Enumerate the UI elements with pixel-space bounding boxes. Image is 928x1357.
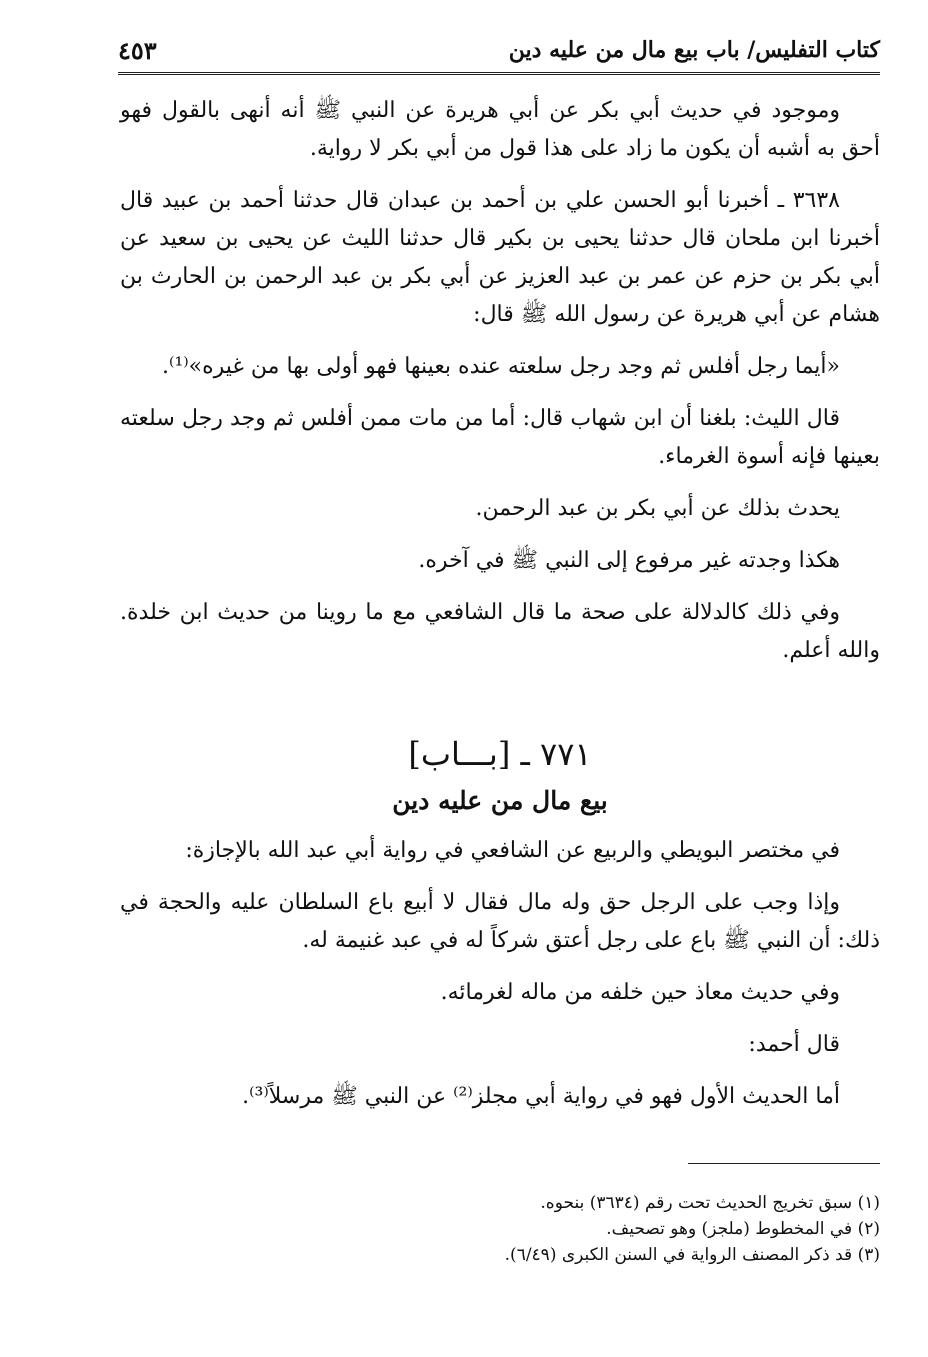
hadith-quote: «أيما رجل أفلس ثم وجد رجل سلعته عنده بعينها فهو أولى بها من غيره»⁽¹⁾. — [162, 354, 840, 379]
paragraph: يحدث بذلك عن أبي بكر بن عبد الرحمن. — [475, 496, 840, 521]
paragraph: قال أحمد: — [748, 1032, 840, 1057]
page-number: ٤٥٣ — [118, 35, 157, 65]
paragraph: هكذا وجدته غير مرفوع إلى النبي ﷺ في آخره. — [418, 548, 840, 573]
paragraph: وإذا وجب على الرجل حق وله مال فقال لا أبيع باع السلطان عليه والحجة في ذلك: أن النبي ﷺ باع على رجل أعتق شركاً له في عبد غنيمة له. — [120, 890, 880, 953]
paragraph: وفي حديث معاذ حين خلفه من ماله لغرمائه. — [440, 980, 840, 1005]
section-heading — [120, 728, 880, 822]
footnote: (٣) قد ذكر المصنف الرواية في السنن الكبرى (٦/٤٩). — [504, 1245, 880, 1265]
footnote: (١) سبق تخريج الحديث تحت رقم (٣٦٣٤) بنحوه. — [540, 1193, 880, 1213]
paragraph: في مختصر البويطي والربيع عن الشافعي في رواية أبي عبد الله بالإجازة: — [185, 838, 840, 863]
paragraph: وفي ذلك كالدلالة على صحة ما قال الشافعي مع ما روينا من حديث ابن خلدة. والله أعلم. — [120, 600, 880, 663]
paragraph: وموجود في حديث أبي بكر عن أبي هريرة عن النبي ﷺ أنه أنهى بالقول فهو أحق به أشبه أن يكون ما زاد على هذا قول من أبي بكر لا رواية. — [120, 98, 880, 161]
running-header — [118, 28, 880, 75]
paragraph: قال الليث: بلغنا أن ابن شهاب قال: أما من مات ممن أفلس ثم وجد رجل سلعته بعينها فإنه أسوة الغرماء. — [120, 406, 880, 469]
paragraph: أما الحديث الأول فهو في رواية أبي مجلز⁽²⁾ عن النبي ﷺ مرسلاً⁽³⁾. — [242, 1084, 840, 1109]
footnotes — [120, 1190, 880, 1268]
footnote: (٢) في المخطوط (ملجز) وهو تصحيف. — [606, 1219, 880, 1239]
section-title: بيع مال من عليه دين — [392, 786, 608, 815]
hadith-paragraph: ٣٦٣٨ ـ أخبرنا أبو الحسن علي بن أحمد بن عبدان قال حدثنا أحمد بن عبيد قال أخبرنا ابن ملحان قال حدثنا يحيى بن بكير قال حدثنا الليث عن يحيى بن سعيد عن أبي بكر بن حزم عن عمر بن عبد العزيز عن أبي بكر بن عبد الرحمن بن الحارث بن هشام عن أبي هريرة عن رسول الله ﷺ قال: — [120, 188, 880, 327]
page-body — [120, 92, 880, 1130]
section-number: ٧٧١ ـ [بـــاب] — [408, 735, 592, 773]
footnote-divider — [688, 1163, 880, 1164]
header-title: كتاب التفليس/ باب بيع مال من عليه دين — [508, 37, 880, 63]
